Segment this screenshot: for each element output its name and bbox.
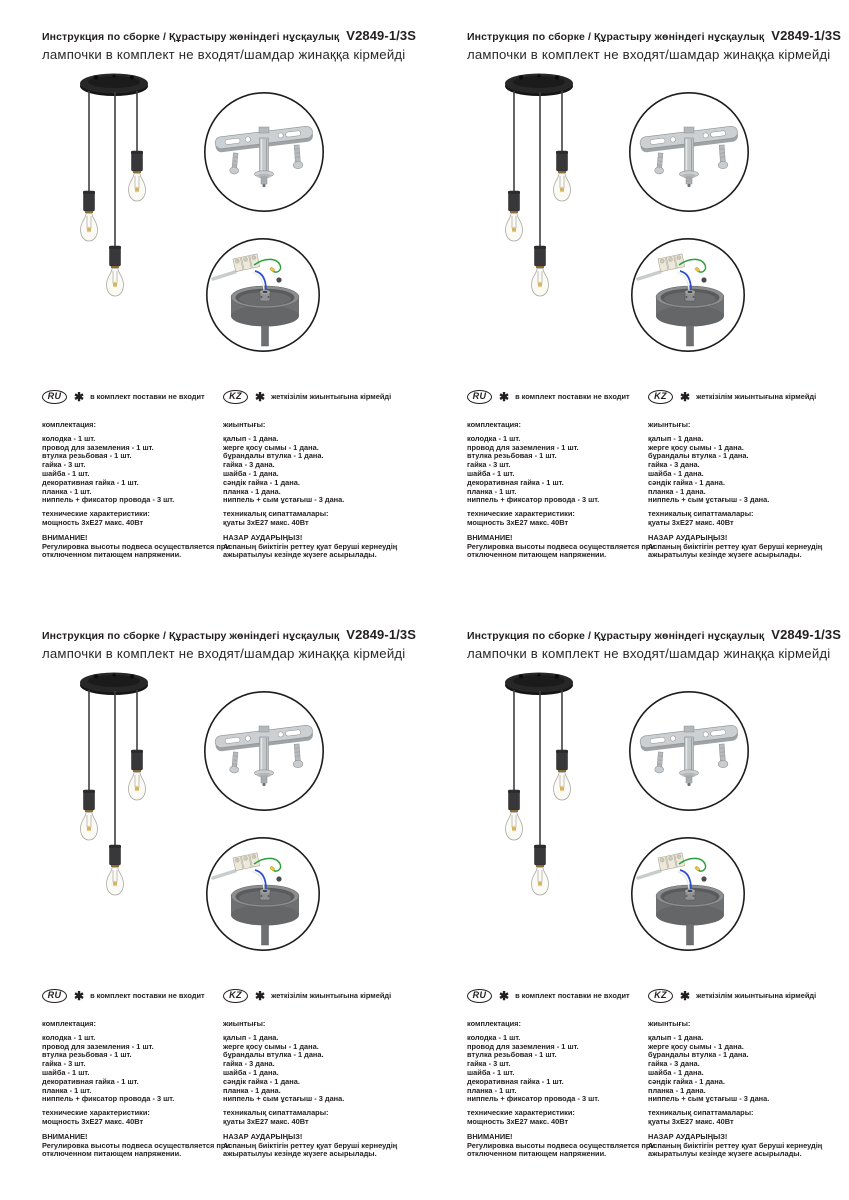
center-nipple: [260, 290, 270, 301]
ru-badge-row: [42, 988, 230, 1003]
center-nipple: [685, 889, 695, 900]
kz-specs-title: техникалық сипаттамалары:: [648, 1108, 754, 1118]
part-item: втулка резьбовая - 1 шт.: [467, 451, 557, 461]
ru-warning-title: ВНИМАНИЕ!: [467, 1131, 513, 1141]
center-nipple: [260, 889, 270, 900]
sheet-header: [467, 627, 849, 661]
kz-list-title: жиынтығы:: [223, 420, 266, 429]
kz-badge: KZ: [223, 390, 248, 404]
kz-footnote: жеткізілім жиынтығына кірмейді: [696, 391, 817, 401]
kz-specs-title: техникалық сипаттамалары:: [223, 509, 329, 519]
part-item: бұрандалы втулка - 1 дана.: [648, 1050, 749, 1060]
ru-badge-row: [42, 389, 230, 404]
ru-badge-row: [467, 988, 655, 1003]
ru-warning-title: ВНИМАНИЕ!: [42, 1131, 88, 1141]
pendant-lamp-illustration: [473, 669, 609, 904]
ru-warning: [42, 534, 230, 560]
kz-badge-row: [223, 389, 425, 404]
ru-warning-text: Регулировка высоты подвеса осуществляется при отключенном питающем напряжении.: [42, 541, 230, 560]
part-item: гайка - 3 дана.: [648, 460, 700, 470]
part-item: планка - 1 шт.: [42, 1085, 92, 1095]
ceiling-cup-wiring-detail: [630, 836, 746, 952]
part-item: гайка - 3 шт.: [42, 460, 86, 470]
instruction-sheet: [0, 0, 424, 600]
part-item: гайка - 3 дана.: [223, 460, 275, 470]
kz-warning-title: НАЗАР АУДАРЫҢЫЗ!: [223, 1131, 303, 1141]
sheet-title-line: [467, 627, 849, 642]
ru-warning: [467, 1133, 655, 1159]
part-item: провод для заземления - 1 шт.: [42, 442, 154, 452]
kz-list-title: жиынтығы:: [648, 420, 691, 429]
kz-parts-list: [648, 1034, 849, 1104]
part-item: жерге қосу сымы - 1 дана.: [223, 442, 319, 452]
part-item: втулка резьбовая - 1 шт.: [467, 1050, 557, 1060]
part-item: бұрандалы втулка - 1 дана.: [223, 1050, 324, 1060]
part-item: гайка - 3 шт.: [467, 460, 511, 470]
asterisk-icon: ✱: [74, 988, 85, 1003]
sheet-subtitle: лампочки в комплект не входят/шамдар жинаққа кірмейді: [42, 646, 406, 661]
ru-specs-title: технические характеристики:: [467, 1108, 575, 1118]
kz-badge-row: [648, 988, 849, 1003]
kz-warning: [223, 1133, 425, 1159]
kz-warning: [223, 534, 425, 560]
sheet-title: Инструкция по сборке / Құрастыру жөніндегі нұсқаулық: [467, 630, 765, 642]
ru-parts-list: [467, 1034, 655, 1104]
sheet-title-line: [42, 28, 424, 43]
part-item: гайка - 3 дана.: [648, 1059, 700, 1069]
sheet-title: Инструкция по сборке / Құрастыру жөніндегі нұсқаулық: [467, 31, 765, 43]
kz-specs: [648, 1109, 849, 1127]
part-item: бұрандалы втулка - 1 дана.: [223, 451, 324, 461]
ceiling-cup-wiring-detail: [205, 237, 321, 353]
ru-badge-row: [467, 389, 655, 404]
nut: [701, 876, 706, 881]
model-number: V2849-1/3S: [771, 627, 841, 642]
part-item: гайка - 3 шт.: [42, 1059, 86, 1069]
part-item: планка - 1 шт.: [42, 486, 92, 496]
part-item: планка - 1 дана.: [648, 1085, 706, 1095]
model-number: V2849-1/3S: [771, 28, 841, 43]
pendant-lamp-illustration: [48, 669, 184, 904]
kz-specs: [223, 510, 425, 528]
sheet-header: [42, 627, 424, 661]
kz-badge-row: [648, 389, 849, 404]
ru-list-title: комплектация:: [42, 1019, 96, 1028]
kz-list-title: жиынтығы:: [223, 1019, 266, 1028]
kz-warning: [648, 534, 849, 560]
ru-list-title: комплектация:: [42, 420, 96, 429]
part-item: планка - 1 дана.: [223, 1085, 281, 1095]
ceiling-cup-wiring-detail: [205, 836, 321, 952]
kz-footnote: жеткізілім жиынтығына кірмейді: [271, 391, 392, 401]
part-item: декоративная гайка - 1 шт.: [467, 477, 564, 487]
ru-warning: [467, 534, 655, 560]
sheet-title-line: [42, 627, 424, 642]
ru-specs: [467, 510, 655, 528]
kz-specs-value: қуаты 3хЕ27 макс. 40Вт: [648, 1116, 734, 1126]
kz-specs-value: қуаты 3хЕ27 макс. 40Вт: [223, 517, 309, 527]
ceiling-cup-wiring-detail: [630, 237, 746, 353]
kz-column: [223, 988, 425, 1159]
ru-specs-value: мощность 3хЕ27 макс. 40Вт: [467, 1116, 569, 1126]
mounting-bracket-detail: [628, 91, 750, 213]
instruction-sheet: [425, 0, 849, 600]
part-item: ниппель + фиксатор провода - 3 шт.: [467, 495, 600, 505]
canopy-disc: [80, 673, 148, 696]
part-item: бұрандалы втулка - 1 дана.: [648, 451, 749, 461]
kz-badge: KZ: [648, 390, 673, 404]
ru-specs-value: мощность 3хЕ27 макс. 40Вт: [42, 1116, 144, 1126]
asterisk-icon: ✱: [680, 389, 691, 404]
kz-footnote: жеткізілім жиынтығына кірмейді: [271, 990, 392, 1000]
ru-list-title: комплектация:: [467, 1019, 521, 1028]
part-item: шайба - 1 дана.: [648, 468, 704, 478]
ru-warning-text: Регулировка высоты подвеса осуществляется при отключенном питающем напряжении.: [467, 541, 655, 560]
part-item: провод для заземления - 1 шт.: [467, 442, 579, 452]
ru-warning-title: ВНИМАНИЕ!: [42, 532, 88, 542]
mounting-bracket-detail: [203, 91, 325, 213]
sheet-title: Инструкция по сборке / Құрастыру жөніндегі нұсқаулық: [42, 31, 340, 43]
part-item: шайба - 1 дана.: [648, 1067, 704, 1077]
part-item: шайба - 1 шт.: [42, 1067, 90, 1077]
part-item: қалып - 1 дана.: [223, 1032, 279, 1042]
part-item: ниппель + сым ұстағыш - 3 дана.: [223, 1094, 345, 1104]
part-item: қалып - 1 дана.: [648, 1032, 704, 1042]
part-item: жерге қосу сымы - 1 дана.: [648, 442, 744, 452]
ru-footnote: в комплект поставки не входит: [90, 391, 205, 401]
ru-badge: RU: [467, 989, 492, 1003]
model-number: V2849-1/3S: [346, 627, 416, 642]
ru-warning-text: Регулировка высоты подвеса осуществляется при отключенном питающем напряжении.: [467, 1140, 655, 1159]
sheet-title-line: [467, 28, 849, 43]
kz-badge: KZ: [648, 989, 673, 1003]
ru-badge: RU: [467, 390, 492, 404]
part-item: жерге қосу сымы - 1 дана.: [223, 1041, 319, 1051]
ru-specs-value: мощность 3хЕ27 макс. 40Вт: [467, 517, 569, 527]
part-item: ниппель + фиксатор провода - 3 шт.: [467, 1094, 600, 1104]
kz-warning-title: НАЗАР АУДАРЫҢЫЗ!: [648, 1131, 728, 1141]
kz-list-title: жиынтығы:: [648, 1019, 691, 1028]
model-number: V2849-1/3S: [346, 28, 416, 43]
part-item: провод для заземления - 1 шт.: [42, 1041, 154, 1051]
sheet-subtitle: лампочки в комплект не входят/шамдар жинаққа кірмейді: [42, 47, 406, 62]
ru-footnote: в комплект поставки не входит: [515, 990, 630, 1000]
mounting-bracket-detail: [203, 690, 325, 812]
part-item: втулка резьбовая - 1 шт.: [42, 1050, 132, 1060]
ru-specs: [467, 1109, 655, 1127]
part-item: шайба - 1 шт.: [42, 468, 90, 478]
part-item: колодка - 1 шт.: [467, 1032, 521, 1042]
ru-specs: [42, 510, 230, 528]
ru-parts-list: [42, 435, 230, 505]
part-item: сәндік гайка - 1 дана.: [223, 1076, 300, 1086]
part-item: шайба - 1 дана.: [223, 1067, 279, 1077]
part-item: сәндік гайка - 1 дана.: [223, 477, 300, 487]
kz-warning-text: Аспаның биіктігін реттеу қуат беруші кернеудің ажыратылуы кезінде жүзеге асырылады.: [223, 541, 398, 560]
instruction-sheet: [0, 599, 424, 1199]
kz-warning-text: Аспаның биіктігін реттеу қуат беруші кернеудің ажыратылуы кезінде жүзеге асырылады.: [648, 1140, 823, 1159]
part-item: планка - 1 шт.: [467, 1085, 517, 1095]
ru-badge: RU: [42, 989, 67, 1003]
part-item: ниппель + сым ұстағыш - 3 дана.: [223, 495, 345, 505]
kz-specs-value: қуаты 3хЕ27 макс. 40Вт: [648, 517, 734, 527]
part-item: декоративная гайка - 1 шт.: [42, 477, 139, 487]
nut: [276, 277, 281, 282]
part-item: планка - 1 дана.: [648, 486, 706, 496]
sheet-title: Инструкция по сборке / Құрастыру жөніндегі нұсқаулық: [42, 630, 340, 642]
asterisk-icon: ✱: [499, 389, 510, 404]
part-item: сәндік гайка - 1 дана.: [648, 477, 725, 487]
kz-warning-text: Аспаның биіктігін реттеу қуат беруші кернеудің ажыратылуы кезінде жүзеге асырылады.: [648, 541, 823, 560]
ru-specs-title: технические характеристики:: [42, 509, 150, 519]
part-item: втулка резьбовая - 1 шт.: [42, 451, 132, 461]
instruction-sheet: [425, 599, 849, 1199]
kz-parts-list: [223, 435, 425, 505]
ru-warning: [42, 1133, 230, 1159]
kz-warning-title: НАЗАР АУДАРЫҢЫЗ!: [648, 532, 728, 542]
kz-warning-title: НАЗАР АУДАРЫҢЫЗ!: [223, 532, 303, 542]
part-item: планка - 1 шт.: [467, 486, 517, 496]
part-item: шайба - 1 дана.: [223, 468, 279, 478]
ru-parts-list: [42, 1034, 230, 1104]
part-item: гайка - 3 дана.: [223, 1059, 275, 1069]
sheet-subtitle: лампочки в комплект не входят/шамдар жинаққа кірмейді: [467, 47, 831, 62]
ru-column: [467, 988, 655, 1159]
asterisk-icon: ✱: [255, 389, 266, 404]
part-item: планка - 1 дана.: [223, 486, 281, 496]
part-item: қалып - 1 дана.: [223, 433, 279, 443]
part-item: колодка - 1 шт.: [42, 1032, 96, 1042]
kz-specs: [648, 510, 849, 528]
part-item: ниппель + сым ұстағыш - 3 дана.: [648, 1094, 770, 1104]
ru-specs-title: технические характеристики:: [42, 1108, 150, 1118]
kz-specs: [223, 1109, 425, 1127]
kz-footnote: жеткізілім жиынтығына кірмейді: [696, 990, 817, 1000]
kz-column: [648, 389, 849, 560]
ru-warning-text: Регулировка высоты подвеса осуществляется при отключенном питающем напряжении.: [42, 1140, 230, 1159]
mounting-bracket-detail: [628, 690, 750, 812]
part-item: сәндік гайка - 1 дана.: [648, 1076, 725, 1086]
kz-specs-value: қуаты 3хЕ27 макс. 40Вт: [223, 1116, 309, 1126]
kz-parts-list: [223, 1034, 425, 1104]
sheet-subtitle: лампочки в комплект не входят/шамдар жинаққа кірмейді: [467, 646, 831, 661]
ru-footnote: в комплект поставки не входит: [90, 990, 205, 1000]
kz-column: [648, 988, 849, 1159]
part-item: қалып - 1 дана.: [648, 433, 704, 443]
nut: [276, 876, 281, 881]
pendant-lamp-illustration: [473, 70, 609, 305]
sheet-header: [42, 28, 424, 62]
part-item: ниппель + фиксатор провода - 3 шт.: [42, 495, 175, 505]
sheet-header: [467, 28, 849, 62]
ru-badge: RU: [42, 390, 67, 404]
asterisk-icon: ✱: [74, 389, 85, 404]
lamp-sockets: [508, 151, 568, 268]
pendant-lamp-illustration: [48, 70, 184, 305]
ru-column: [42, 988, 230, 1159]
nut: [701, 277, 706, 282]
kz-warning-text: Аспаның биіктігін реттеу қуат беруші кернеудің ажыратылуы кезінде жүзеге асырылады.: [223, 1140, 398, 1159]
ru-column: [42, 389, 230, 560]
kz-badge-row: [223, 988, 425, 1003]
ru-parts-list: [467, 435, 655, 505]
part-item: шайба - 1 шт.: [467, 1067, 515, 1077]
lamp-sockets: [508, 750, 568, 867]
kz-specs-title: техникалық сипаттамалары:: [648, 509, 754, 519]
part-item: ниппель + сым ұстағыш - 3 дана.: [648, 495, 770, 505]
part-item: провод для заземления - 1 шт.: [467, 1041, 579, 1051]
part-item: колодка - 1 шт.: [42, 433, 96, 443]
asterisk-icon: ✱: [680, 988, 691, 1003]
ru-warning-title: ВНИМАНИЕ!: [467, 532, 513, 542]
kz-parts-list: [648, 435, 849, 505]
ru-specs: [42, 1109, 230, 1127]
ru-list-title: комплектация:: [467, 420, 521, 429]
kz-column: [223, 389, 425, 560]
part-item: декоративная гайка - 1 шт.: [42, 1076, 139, 1086]
kz-specs-title: техникалық сипаттамалары:: [223, 1108, 329, 1118]
lamp-sockets: [83, 151, 143, 268]
part-item: ниппель + фиксатор провода - 3 шт.: [42, 1094, 175, 1104]
canopy-disc: [80, 74, 148, 97]
part-item: шайба - 1 шт.: [467, 468, 515, 478]
kz-badge: KZ: [223, 989, 248, 1003]
center-nipple: [685, 290, 695, 301]
ru-column: [467, 389, 655, 560]
part-item: колодка - 1 шт.: [467, 433, 521, 443]
kz-warning: [648, 1133, 849, 1159]
part-item: гайка - 3 шт.: [467, 1059, 511, 1069]
lamp-sockets: [83, 750, 143, 867]
asterisk-icon: ✱: [255, 988, 266, 1003]
ru-specs-title: технические характеристики:: [467, 509, 575, 519]
ru-specs-value: мощность 3хЕ27 макс. 40Вт: [42, 517, 144, 527]
ru-footnote: в комплект поставки не входит: [515, 391, 630, 401]
part-item: декоративная гайка - 1 шт.: [467, 1076, 564, 1086]
part-item: жерге қосу сымы - 1 дана.: [648, 1041, 744, 1051]
asterisk-icon: ✱: [499, 988, 510, 1003]
